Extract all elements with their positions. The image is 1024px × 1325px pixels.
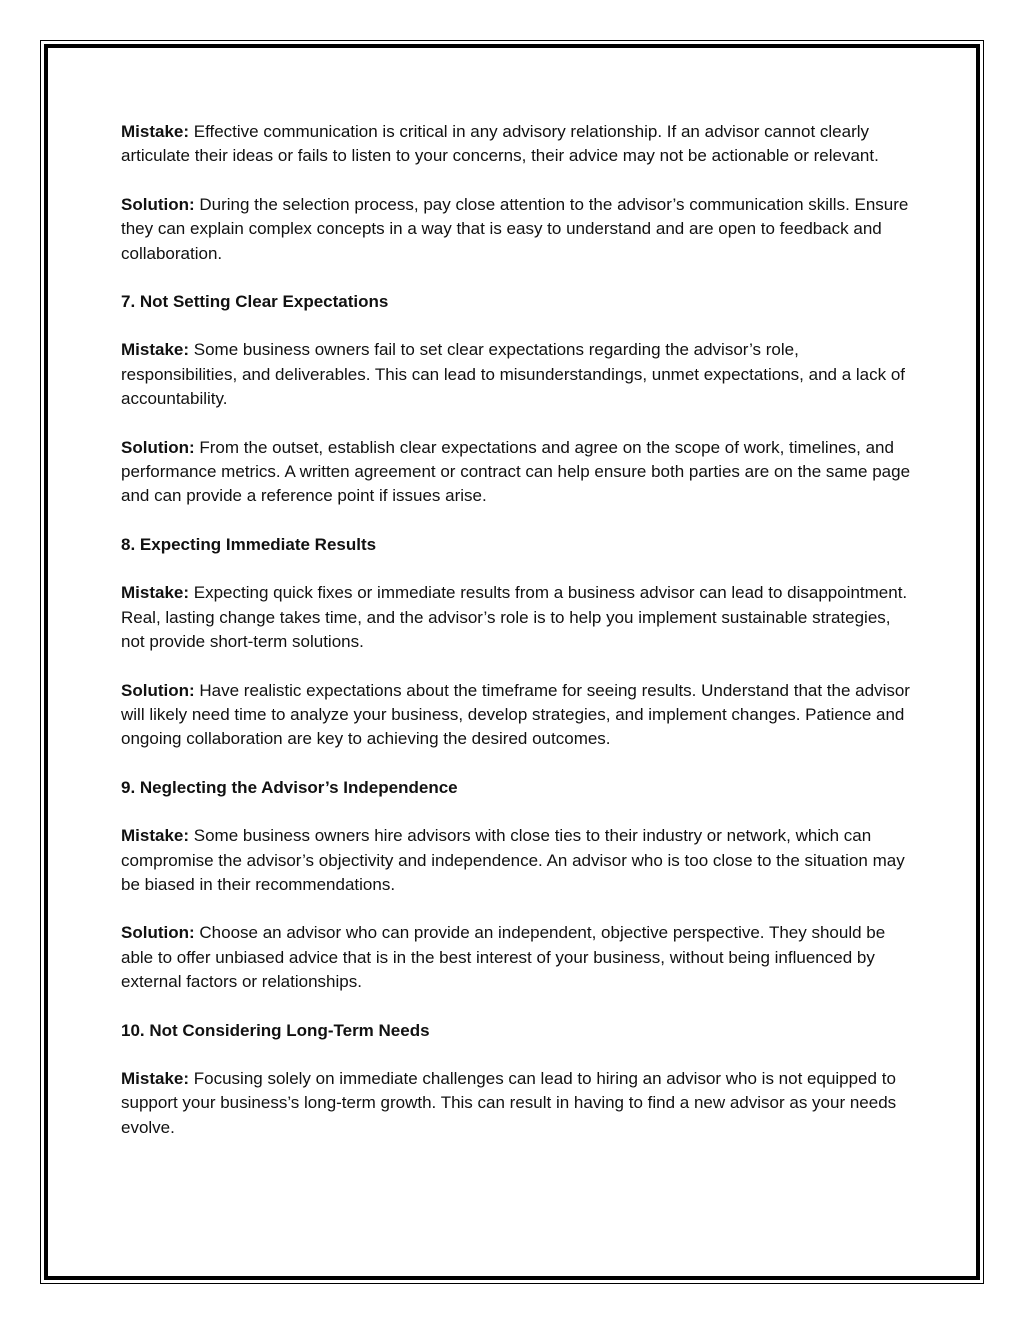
document-body: [121, 120, 911, 1164]
paragraph-solution-communication: [121, 193, 911, 266]
paragraph-solution-expectations: [121, 436, 911, 509]
heading-10-long-term-needs: 10. Not Considering Long-Term Needs: [121, 1020, 430, 1040]
paragraph-text: Some business owners fail to set clear expectations regarding the advisor’s role, responsibilities, and deliverables. This can lead to misunderstandings, unmet expectations, and a lack of accountability.: [121, 340, 906, 409]
paragraph-text: Some business owners hire advisors with close ties to their industry or network, which can compromise the advisor’s objectivity and independence. An advisor who is too close to the situation may be biased in their recommendations.: [121, 826, 905, 894]
solution-label: Solution:: [121, 437, 195, 457]
paragraph-solution-results: [121, 679, 911, 752]
mistake-label: Mistake:: [121, 340, 190, 360]
mistake-label: Mistake:: [121, 1068, 190, 1088]
solution-label: Solution:: [121, 680, 195, 700]
paragraph-mistake-independence: [121, 824, 911, 897]
paragraph-mistake-communication: [121, 120, 911, 169]
heading-7-clear-expectations: 7. Not Setting Clear Expectations: [121, 292, 389, 312]
paragraph-mistake-results: [121, 581, 911, 654]
paragraph-mistake-expectations: [121, 338, 911, 411]
paragraph-text: Focusing solely on immediate challenges can lead to hiring an advisor who is not equipped to support your business’s long-term growth. This can result in having to find a new advisor as your needs evolve.: [121, 1068, 897, 1137]
paragraph-text: Choose an advisor who can provide an independent, objective perspective. They should be able to offer unbiased advice that is in the best interest of your business, without being influenced by external factors or relationships.: [121, 923, 886, 992]
mistake-label: Mistake:: [121, 583, 190, 603]
paragraph-text: During the selection process, pay close attention to the advisor’s communication skills. Ensure they can explain complex concepts in a way that is easy to understand and are open to feedback and collaboration.: [121, 194, 909, 263]
heading-8-immediate-results: 8. Expecting Immediate Results: [121, 534, 377, 554]
heading-9-advisor-independence: 9. Neglecting the Advisor’s Independence: [121, 777, 458, 797]
solution-label: Solution:: [121, 923, 195, 943]
paragraph-text: Have realistic expectations about the timeframe for seeing results. Understand that the advisor will likely need time to analyze your business, develop strategies, and implement changes. Patience and ongoing collaboration are key to achieving the desired outcomes.: [121, 680, 910, 749]
mistake-label: Mistake:: [121, 122, 190, 141]
mistake-label: Mistake:: [121, 826, 190, 846]
solution-label: Solution:: [121, 194, 195, 214]
paragraph-solution-independence: [121, 921, 911, 994]
paragraph-text: Expecting quick fixes or immediate results from a business advisor can lead to disappointment. Real, lasting change takes time, and the advisor’s role is to help you implement sustainable strategies, not provide short-term solutions.: [121, 583, 908, 652]
paragraph-text: Effective communication is critical in any advisory relationship. If an advisor cannot clearly articulate their ideas or fails to listen to your concerns, their advice may not be actionable or relevant.: [121, 122, 879, 166]
paragraph-mistake-long-term: [121, 1067, 911, 1140]
paragraph-text: From the outset, establish clear expectations and agree on the scope of work, timelines, and performance metrics. A written agreement or contract can help ensure both parties are on the same page and can provide a reference point if issues arise.: [121, 437, 911, 506]
